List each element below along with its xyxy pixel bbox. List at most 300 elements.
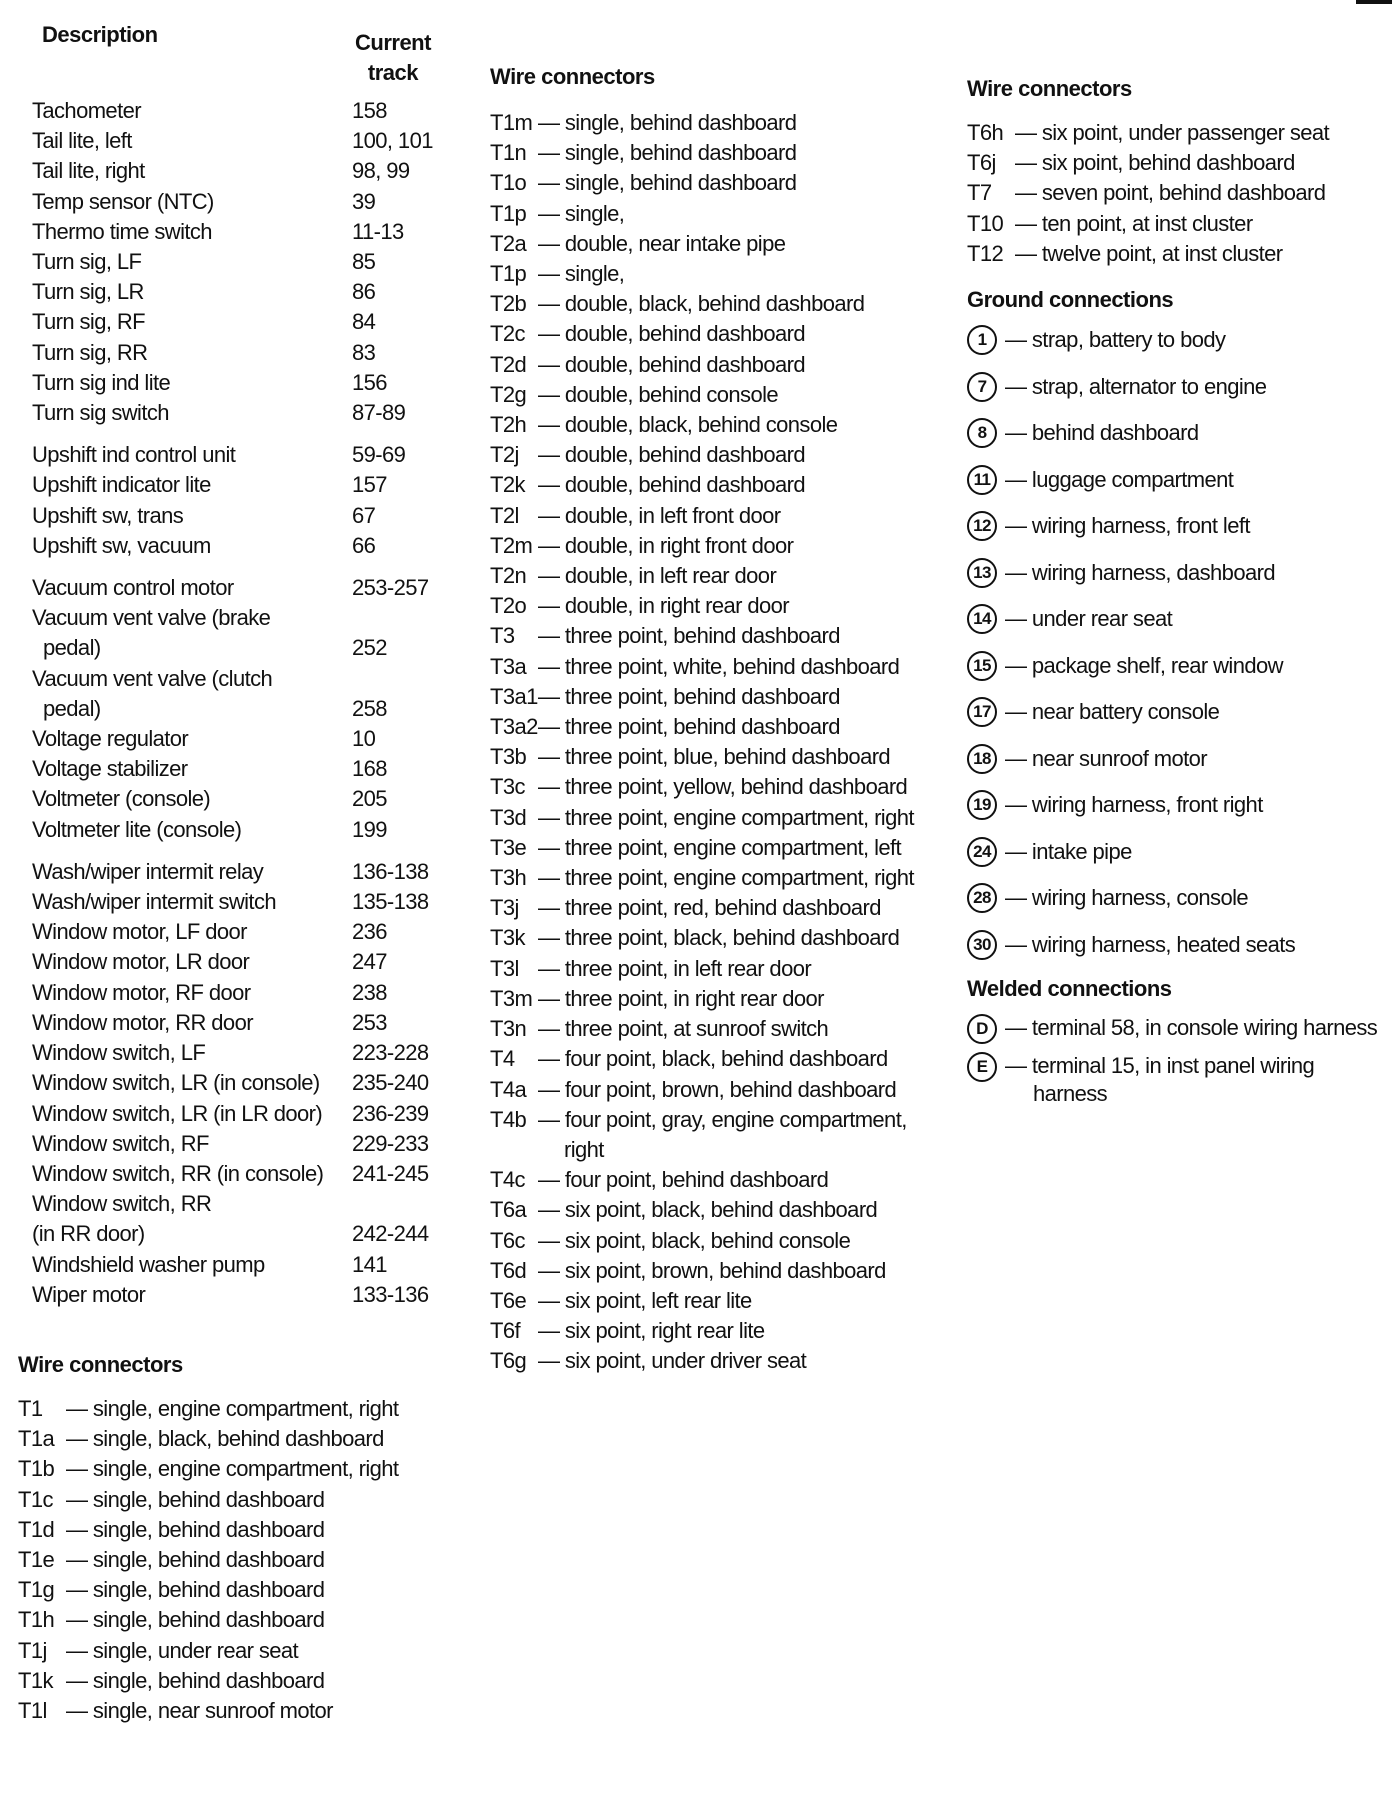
wire-connector-row (18, 1666, 448, 1696)
wire-connector-row (490, 954, 950, 984)
wire-connector-row (490, 259, 950, 289)
welded-connection-row (967, 1014, 1387, 1044)
connector-code: T1h (18, 1607, 55, 1633)
connector-description: — single, behind dashboard (66, 1607, 325, 1633)
wire-connector-row (967, 148, 1387, 178)
connector-code: T1a (18, 1426, 55, 1452)
connector-description: — six point, under driver seat (538, 1348, 807, 1374)
index-group (32, 573, 452, 845)
wire-connector-row (490, 712, 950, 742)
component-description: Turn sig, LF (32, 249, 142, 275)
component-description: Window switch, LF (32, 1040, 206, 1066)
wire-connector-row (490, 350, 950, 380)
index-row (32, 307, 452, 337)
wire-connector-row (490, 772, 950, 802)
connector-code: T3h (490, 865, 527, 891)
component-description: Upshift ind control unit (32, 442, 236, 468)
wire-connector-list (967, 118, 1387, 269)
wire-connector-row (490, 229, 950, 259)
index-row (32, 247, 452, 277)
connector-description: — six point, black, behind console (538, 1227, 851, 1253)
ground-connection-description: — behind dashboard (1005, 420, 1199, 446)
wire-connector-row (490, 833, 950, 863)
component-description: Voltmeter (console) (32, 786, 211, 812)
ground-connection-description: — wiring harness, dashboard (1005, 559, 1275, 585)
component-description: Turn sig ind lite (32, 369, 171, 395)
ground-connection-description: — strap, alternator to engine (1005, 373, 1267, 399)
index-row (32, 126, 452, 156)
connector-description: — single, engine compartment, right (66, 1456, 399, 1482)
current-track: 253-257 (352, 575, 429, 601)
connector-description: — three point, in left rear door (538, 955, 812, 981)
description-header: Description (42, 22, 158, 47)
current-track: 258 (352, 695, 387, 721)
welded-point-circle-icon: D (967, 1014, 997, 1044)
connector-code: T3a2 (490, 714, 538, 740)
ground-connection-row (967, 651, 1387, 681)
wire-connector-row (490, 1195, 950, 1225)
connector-description: — single, under rear seat (66, 1637, 299, 1663)
welded-connection-list (967, 1014, 1387, 1108)
index-row (32, 470, 452, 500)
connector-code: T4c (490, 1167, 525, 1193)
current-track: 136-138 (352, 858, 429, 884)
current-track: 247 (352, 949, 387, 975)
connector-description: — six point, under passenger seat (1015, 120, 1330, 145)
ground-connection-description: — near sunroof motor (1005, 745, 1207, 771)
connector-code: T2h (490, 412, 527, 438)
current-track: 59-69 (352, 442, 406, 468)
ground-connection-row (967, 697, 1387, 727)
ground-point-circle-icon: 11 (967, 465, 997, 495)
wire-connector-row (18, 1605, 448, 1635)
wire-connector-row (490, 923, 950, 953)
ground-point-circle-icon: 12 (967, 511, 997, 541)
wire-connector-row (490, 561, 950, 591)
connector-description: — double, behind dashboard (538, 351, 805, 377)
connector-code: T1g (18, 1577, 55, 1603)
wire-connector-row (490, 1286, 950, 1316)
component-description: Window motor, RF door (32, 979, 251, 1005)
connector-description: — twelve point, at inst cluster (1015, 240, 1283, 266)
connector-description: — double, black, behind console (538, 412, 838, 438)
index-row (32, 398, 452, 428)
current-track: 84 (352, 309, 376, 335)
current-track: 199 (352, 816, 387, 842)
connector-code: T1 (18, 1396, 43, 1421)
current-track: 242-244 (352, 1221, 429, 1247)
component-description: Turn sig, RF (32, 309, 146, 335)
ground-point-circle-icon: 1 (967, 325, 997, 355)
index-row (32, 1159, 452, 1189)
connector-code: T3m (490, 985, 533, 1011)
connector-description: — double, in right rear door (538, 593, 790, 619)
connector-description: — three point, red, behind dashboard (538, 895, 881, 921)
connector-code: T1p (490, 261, 527, 287)
index-row (32, 277, 452, 307)
connector-description: — single, behind dashboard (66, 1486, 325, 1512)
wire-connector-row (490, 1226, 950, 1256)
component-description: Wash/wiper intermit switch (32, 889, 276, 915)
component-description: Window switch, LR (in LR door) (32, 1100, 323, 1126)
component-description: Vacuum vent valve (clutch pedal) (32, 665, 273, 721)
wire-connector-row (490, 168, 950, 198)
connector-code: T1n (490, 140, 527, 166)
index-row (32, 440, 452, 470)
connector-code: T1l (18, 1698, 47, 1724)
ground-connection-description: — intake pipe (1005, 838, 1132, 864)
connector-code: T2b (490, 291, 527, 317)
connector-description: — four point, black, behind dashboard (538, 1046, 888, 1072)
connector-description: — three point, blue, behind dashboard (538, 744, 891, 770)
current-track: 67 (352, 502, 376, 528)
index-row (32, 978, 452, 1008)
connector-code: T12 (967, 240, 1004, 266)
current-track: 141 (352, 1251, 387, 1277)
component-description: Turn sig, RR (32, 339, 148, 365)
current-track: 83 (352, 339, 376, 365)
component-description: Voltmeter lite (console) (32, 816, 242, 842)
wire-connector-row (18, 1454, 448, 1484)
wire-connector-list (18, 1394, 448, 1726)
wire-connector-row (490, 138, 950, 168)
connector-description: — ten point, at inst cluster (1015, 210, 1253, 236)
wire-connector-row (490, 863, 950, 893)
connector-description: — six point, brown, behind dashboard (538, 1257, 886, 1283)
connector-code: T2g (490, 381, 527, 407)
index-row (32, 857, 452, 887)
wire-connector-row (490, 531, 950, 561)
wire-connectors-heading: Wire connectors (490, 64, 655, 89)
current-track: 205 (352, 786, 387, 812)
connector-code: T6d (490, 1257, 527, 1283)
connector-code: T6e (490, 1287, 527, 1313)
current-track: 85 (352, 249, 376, 275)
connector-description: — single, black, behind dashboard (66, 1426, 384, 1452)
connector-code: T2n (490, 563, 527, 589)
connector-code: T3c (490, 774, 525, 800)
connector-description: — double, in left front door (538, 502, 781, 528)
wire-connector-row (490, 1044, 950, 1074)
component-description: Upshift sw, vacuum (32, 532, 211, 558)
welded-connection-description: — terminal 15, in inst panel wiring harness (1005, 1053, 1315, 1107)
component-index (32, 96, 452, 1322)
connector-code: T4a (490, 1076, 527, 1102)
ground-connection-description: — wiring harness, console (1005, 885, 1249, 911)
index-row (32, 156, 452, 186)
connector-description: — double, in right front door (538, 532, 794, 558)
connector-description: — three point, engine compartment, left (538, 834, 902, 860)
connector-description: — four point, gray, engine compartment, right (538, 1106, 907, 1162)
wire-connector-list (490, 108, 950, 1377)
connector-code: T6h (967, 120, 1004, 145)
wire-connector-row (490, 199, 950, 229)
connector-code: T3e (490, 834, 527, 860)
connector-description: — single, behind dashboard (538, 140, 797, 166)
component-description: Tachometer (32, 98, 141, 123)
ground-connection-description: — package shelf, rear window (1005, 652, 1283, 678)
connector-code: T6a (490, 1197, 527, 1223)
connector-code: T3d (490, 804, 527, 830)
index-row (32, 501, 452, 531)
connector-code: T3a1 (490, 683, 538, 709)
connector-code: T1m (490, 110, 533, 135)
connector-description: — double, behind dashboard (538, 442, 805, 468)
wire-connector-row (18, 1696, 448, 1726)
corner-mark (1356, 0, 1392, 4)
welded-connection-description: — terminal 58, in console wiring harness (1005, 1015, 1378, 1041)
component-description: Vacuum vent valve (brake pedal) (32, 605, 271, 661)
component-description: Window switch, LR (in console) (32, 1070, 320, 1096)
index-row (32, 1099, 452, 1129)
current-track: 66 (352, 532, 376, 558)
connector-code: T6f (490, 1318, 520, 1344)
current-track: 86 (352, 279, 376, 305)
connector-description: — three point, behind dashboard (538, 714, 840, 740)
current-track: 238 (352, 979, 387, 1005)
wire-connector-row (18, 1485, 448, 1515)
connector-description: — single, behind dashboard (538, 170, 797, 196)
connector-code: T2m (490, 532, 533, 558)
connector-code: T6j (967, 150, 996, 176)
index-row (32, 187, 452, 217)
connector-code: T3a (490, 653, 527, 679)
connector-description: — three point, engine compartment, right (538, 865, 914, 891)
connector-description: — single, near sunroof motor (66, 1698, 333, 1724)
connector-description: — six point, behind dashboard (1015, 150, 1295, 176)
connector-description: — single, behind dashboard (66, 1577, 325, 1603)
index-row (32, 368, 452, 398)
wire-connector-row (490, 440, 950, 470)
ground-point-circle-icon: 30 (967, 930, 997, 960)
index-row (32, 1038, 452, 1068)
current-track: 236 (352, 919, 387, 945)
ground-connection-row (967, 744, 1387, 774)
wire-connectors-heading: Wire connectors (18, 1352, 183, 1377)
ground-connection-description: — luggage compartment (1005, 466, 1234, 492)
connector-description: — single, behind dashboard (66, 1516, 325, 1542)
component-description: Vacuum control motor (32, 575, 234, 601)
ground-point-circle-icon: 15 (967, 651, 997, 681)
component-description: Windshield washer pump (32, 1251, 265, 1277)
ground-connection-row (967, 465, 1387, 495)
index-row (32, 664, 452, 724)
connector-description: — single, (538, 200, 625, 226)
wire-connector-row (490, 893, 950, 923)
connector-code: T3j (490, 895, 519, 921)
connector-description: — double, behind dashboard (538, 472, 805, 498)
connector-code: T1e (18, 1547, 55, 1573)
wire-connector-row (490, 380, 950, 410)
connector-code: T1p (490, 200, 527, 226)
current-track: 236-239 (352, 1100, 429, 1126)
wire-connector-row (18, 1545, 448, 1575)
wire-connector-row (490, 803, 950, 833)
current-track: 87-89 (352, 400, 406, 426)
current-track-header-line1: Current (355, 30, 431, 55)
current-track: 223-228 (352, 1040, 429, 1066)
connector-description: — seven point, behind dashboard (1015, 180, 1326, 206)
current-track: 135-138 (352, 889, 429, 915)
index-group (32, 96, 452, 428)
ground-connection-description: — wiring harness, heated seats (1005, 931, 1296, 957)
ground-point-circle-icon: 19 (967, 790, 997, 820)
index-row (32, 887, 452, 917)
wire-connector-row (490, 621, 950, 651)
connector-description: — single, (538, 261, 625, 287)
connector-description: — single, engine compartment, right (66, 1396, 399, 1421)
wire-connector-row (490, 1316, 950, 1346)
wire-connector-row (490, 501, 950, 531)
connector-code: T6g (490, 1348, 527, 1374)
index-row (32, 1250, 452, 1280)
wire-connector-row (490, 652, 950, 682)
ground-connection-list (967, 325, 1387, 960)
connector-description: — four point, behind dashboard (538, 1167, 829, 1193)
connector-description: — three point, white, behind dashboard (538, 653, 900, 679)
ground-point-circle-icon: 18 (967, 744, 997, 774)
index-row (32, 531, 452, 561)
current-track: 241-245 (352, 1160, 429, 1186)
connector-description: — three point, yellow, behind dashboard (538, 774, 908, 800)
connector-description: — double, near intake pipe (538, 230, 786, 256)
current-track: 158 (352, 98, 387, 123)
connector-code: T7 (967, 180, 992, 206)
connector-description: — single, behind dashboard (538, 110, 797, 135)
connector-code: T1o (490, 170, 527, 196)
ground-connection-description: — strap, battery to body (1005, 327, 1226, 353)
current-track: 168 (352, 756, 387, 782)
connector-code: T2d (490, 351, 527, 377)
index-row (32, 1280, 452, 1310)
ground-connection-row (967, 883, 1387, 913)
welded-connection-row (967, 1052, 1387, 1108)
wire-connector-row (490, 1014, 950, 1044)
connector-code: T6c (490, 1227, 525, 1253)
connector-code: T2l (490, 502, 519, 528)
component-description: Tail lite, right (32, 158, 145, 184)
component-description: Wash/wiper intermit relay (32, 858, 264, 884)
current-track: 11-13 (352, 218, 404, 244)
current-track: 252 (352, 635, 387, 661)
ground-connection-row (967, 604, 1387, 634)
ground-point-circle-icon: 17 (967, 697, 997, 727)
wire-connector-row (18, 1424, 448, 1454)
ground-point-circle-icon: 13 (967, 558, 997, 588)
wire-connector-row (967, 118, 1387, 148)
connector-description: — double, in left rear door (538, 563, 777, 589)
component-description: Window motor, RR door (32, 1009, 253, 1035)
connector-description: — three point, behind dashboard (538, 683, 840, 709)
wire-connector-row (490, 410, 950, 440)
ground-connection-row (967, 837, 1387, 867)
index-row (32, 338, 452, 368)
ground-connection-row (967, 930, 1387, 960)
wire-connector-row (490, 1075, 950, 1105)
ground-connection-description: — near battery console (1005, 699, 1220, 725)
current-track: 157 (352, 472, 387, 498)
ground-connection-row (967, 325, 1387, 355)
component-description: Turn sig, LR (32, 279, 144, 305)
wire-connector-row (18, 1394, 448, 1424)
ground-connection-description: — wiring harness, front left (1005, 513, 1250, 539)
connector-code: T10 (967, 210, 1004, 236)
connector-description: — double, behind dashboard (538, 321, 805, 347)
index-group (32, 440, 452, 561)
index-row (32, 1068, 452, 1098)
ground-connections-heading: Ground connections (967, 287, 1174, 313)
wire-connector-row (490, 742, 950, 772)
wire-connector-row (490, 470, 950, 500)
component-description: Window switch, RR (in console) (32, 1160, 324, 1186)
current-track-header (355, 28, 431, 88)
index-row (32, 724, 452, 754)
wire-connector-row (967, 209, 1387, 239)
component-description: Window motor, LR door (32, 949, 250, 975)
ground-connection-row (967, 372, 1387, 402)
connector-description: — double, black, behind dashboard (538, 291, 865, 317)
component-description: Tail lite, left (32, 128, 132, 154)
wire-connector-row (490, 1105, 950, 1165)
connector-code: T4 (490, 1046, 515, 1072)
connector-description: — three point, at sunroof switch (538, 1016, 829, 1042)
index-row (32, 217, 452, 247)
component-description: Voltage stabilizer (32, 756, 188, 782)
wire-connector-row (967, 178, 1387, 208)
current-track-header-line2: track (367, 60, 419, 85)
connector-code: T1k (18, 1667, 53, 1693)
wire-connector-row (490, 108, 950, 138)
welded-connections-heading: Welded connections (967, 976, 1172, 1002)
component-description: Wiper motor (32, 1281, 146, 1307)
connector-code: T1b (18, 1456, 55, 1482)
connector-description: — four point, brown, behind dashboard (538, 1076, 897, 1102)
connector-description: — six point, black, behind dashboard (538, 1197, 878, 1223)
wire-connector-row (490, 682, 950, 712)
wire-connector-row (18, 1515, 448, 1545)
index-row (32, 603, 452, 663)
connector-code: T3b (490, 744, 527, 770)
wire-connector-row (490, 591, 950, 621)
component-description: Window motor, LF door (32, 919, 247, 945)
index-row (32, 815, 452, 845)
index-row (32, 96, 452, 126)
ground-connection-row (967, 418, 1387, 448)
component-description: Voltage regulator (32, 726, 189, 752)
ground-point-circle-icon: 14 (967, 604, 997, 634)
connector-description: — six point, right rear lite (538, 1318, 765, 1344)
current-track: 100, 101 (352, 128, 433, 154)
wire-connector-row (490, 319, 950, 349)
connector-code: T1c (18, 1486, 53, 1512)
connector-code: T3n (490, 1016, 527, 1042)
index-row (32, 917, 452, 947)
index-row (32, 1129, 452, 1159)
connector-code: T2k (490, 472, 525, 498)
wire-connector-row (490, 1256, 950, 1286)
wire-connectors-section-left (18, 1352, 448, 1726)
connector-code: T1j (18, 1637, 47, 1663)
connector-code: T2c (490, 321, 525, 347)
ground-connection-description: — wiring harness, front right (1005, 792, 1263, 818)
connector-description: — six point, left rear lite (538, 1287, 752, 1313)
wire-connector-row (490, 1346, 950, 1376)
wire-connector-row (490, 289, 950, 319)
connector-code: T2j (490, 442, 519, 468)
connector-description: — three point, behind dashboard (538, 623, 840, 649)
wire-connectors-heading: Wire connectors (967, 76, 1132, 101)
connector-code: T3 (490, 623, 515, 649)
